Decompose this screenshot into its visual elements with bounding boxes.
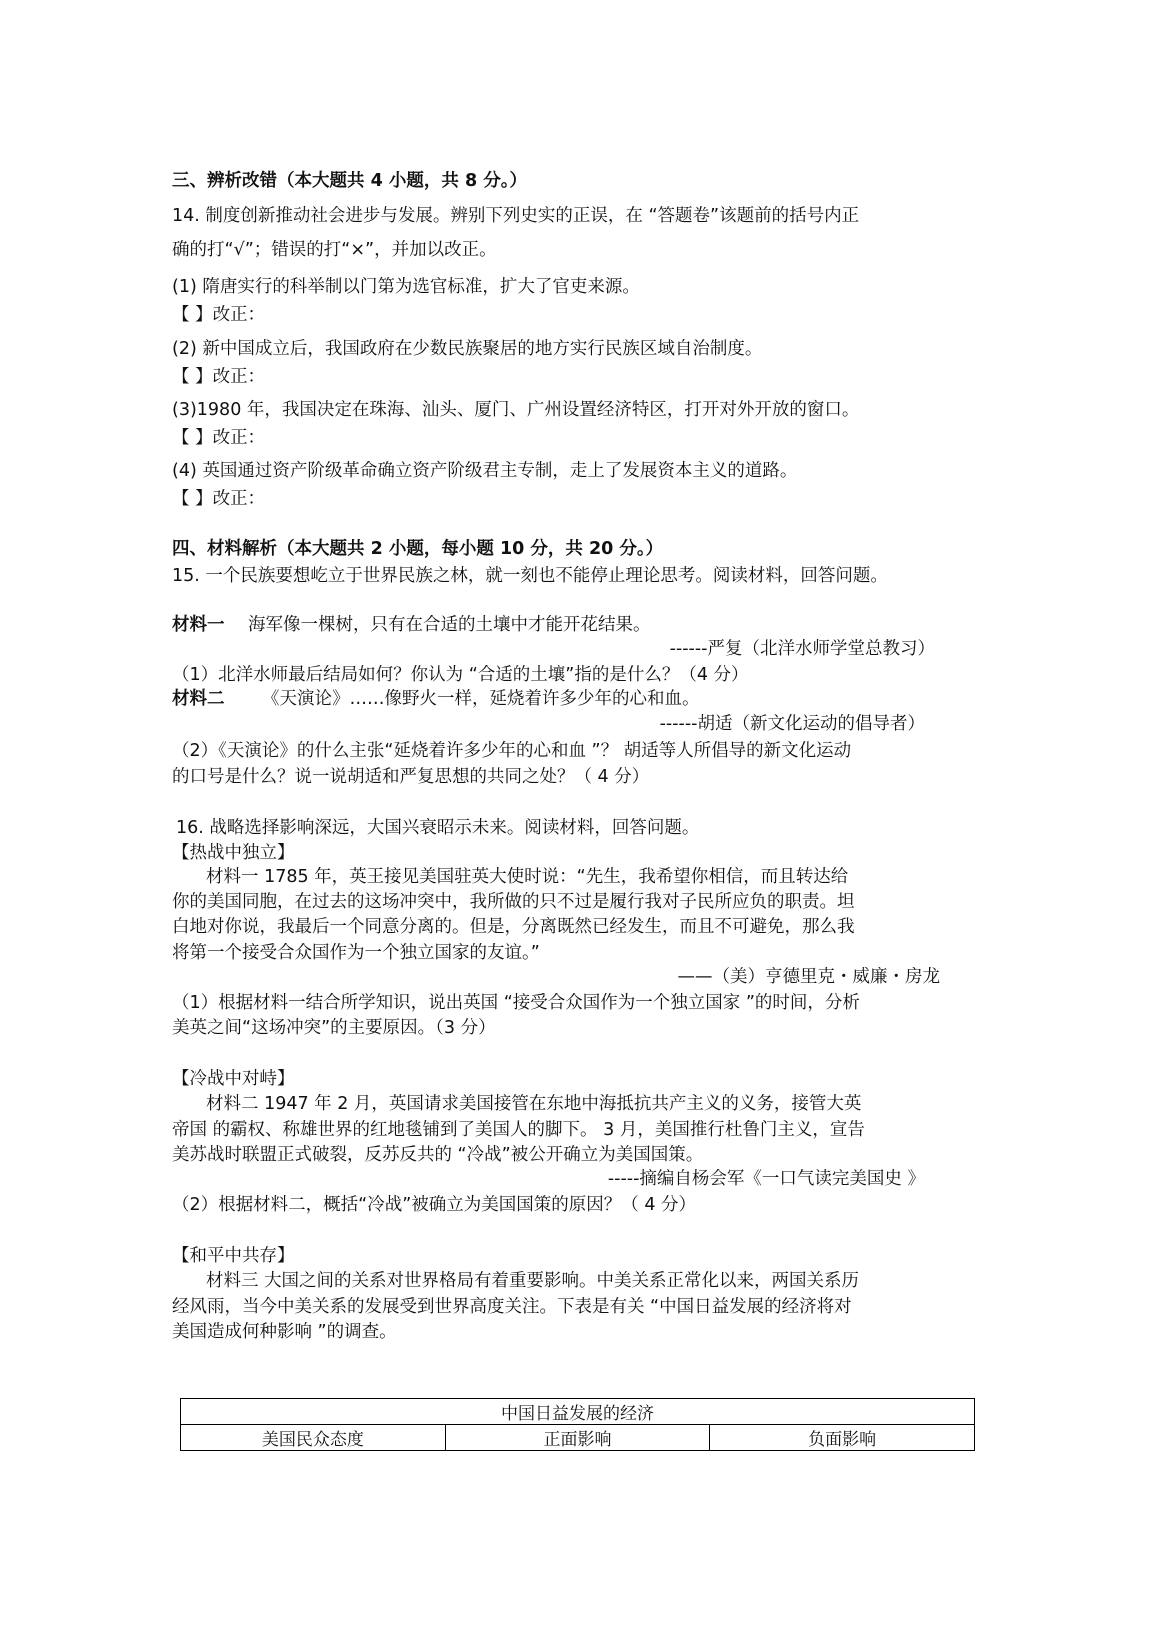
q15-question-2-line2: 的口号是什么？说一说胡适和严复思想的共同之处？（ 4 分） [172, 767, 650, 787]
table-column-header: 负面影响 [710, 1425, 975, 1451]
q16-material-3-line3: 美国造成何种影响 ”的调查。 [172, 1322, 397, 1342]
q14-item-1-answer: 【 】改正： [172, 305, 266, 325]
q16-material-2-source: -----摘编自杨会军《一口气读完美国史 》 [607, 1169, 925, 1189]
q16-material-2-line3: 美苏战时联盟正式破裂，反苏反共的 “冷战”被公开确立为美国国策。 [172, 1145, 704, 1165]
q14-intro-line2: 确的打“√”；错误的打“×”，并加以改正。 [172, 240, 497, 260]
q15-material-1-source: ------严复（北洋水师学堂总教习） [669, 639, 935, 659]
q16-question-2: （2）根据材料二，概括“冷战”被确立为美国国策的原因？（ 4 分） [172, 1195, 697, 1215]
q14-item-3-answer: 【 】改正： [172, 428, 266, 448]
q15-material-2-source: ------胡适（新文化运动的倡导者） [659, 714, 925, 734]
q16-material-1-line4: 将第一个接受合众国作为一个独立国家的友谊。” [172, 943, 540, 963]
q15-material-2-label: 材料二 [172, 689, 225, 709]
q16-material-1-line3: 白地对你说，我最后一个同意分离的。但是，分离既然已经发生，而且不可避免，那么我 [172, 917, 855, 937]
q14-item-2-answer: 【 】改正： [172, 367, 266, 387]
q14-item-4: (4) 英国通过资产阶级革命确立资产阶级君主专制，走上了发展资本主义的道路。 [172, 461, 798, 481]
q15-material-1-label: 材料一 [172, 615, 225, 635]
q14-intro-line1: 14. 制度创新推动社会进步与发展。辨别下列史实的正误，在 “答题卷”该题前的括号内正 [172, 206, 860, 226]
q14-item-4-answer: 【 】改正： [172, 489, 266, 509]
q15-material-2-text: 《天演论》……像野火一样，延烧着许多少年的心和血。 [262, 689, 700, 709]
q16-material-2-line1: 材料二 1947 年 2 月，英国请求美国接管在东地中海抵抗共产主义的义务，接管大英 [206, 1094, 862, 1114]
q14-item-3: (3)1980 年，我国决定在珠海、汕头、厦门、广州设置经济特区，打开对外开放的窗口。 [172, 400, 860, 420]
q16-material-1-line1: 材料一 1785 年，英王接见美国驻英大使时说：“先生，我希望你相信，而且转达给 [206, 867, 849, 887]
q16-part-2-title: 【冷战中对峙】 [172, 1069, 295, 1089]
section-4-heading: 四、材料解析（本大题共 2 小题，每小题 10 分，共 20 分。） [172, 539, 664, 559]
q14-item-2: (2) 新中国成立后，我国政府在少数民族聚居的地方实行民族区域自治制度。 [172, 339, 763, 359]
q14-item-1: (1) 隋唐实行的科举制以门第为选官标准，扩大了官吏来源。 [172, 277, 640, 297]
q15-question-1: （1）北洋水师最后结局如何？你认为 “合适的土壤”指的是什么？（4 分） [172, 665, 749, 685]
q16-material-3-line2: 经风雨，当今中美关系的发展受到世界高度关注。下表是有关 “中国日益发展的经济将对 [172, 1297, 852, 1317]
survey-table [180, 1398, 975, 1451]
table-column-header: 美国民众态度 [181, 1425, 446, 1451]
table-row [181, 1399, 975, 1425]
q16-intro: 16. 战略选择影响深远，大国兴衰昭示未来。阅读材料，回答问题。 [176, 818, 700, 838]
table-row [181, 1425, 975, 1451]
q16-material-1-line2: 你的美国同胞，在过去的这场冲突中，我所做的只不过是履行我对子民所应负的职责。坦 [172, 892, 855, 912]
table-header-cell: 中国日益发展的经济 [181, 1399, 975, 1425]
q16-material-3-line1: 材料三 大国之间的关系对世界格局有着重要影响。中美关系正常化以来，两国关系历 [206, 1271, 860, 1291]
q15-question-2-line1: （2）《天演论》的什么主张“延烧着许多少年的心和血 ”？ 胡适等人所倡导的新文化运动 [172, 741, 852, 761]
table-column-header: 正面影响 [445, 1425, 710, 1451]
q16-part-1-title: 【热战中独立】 [172, 843, 295, 863]
q15-material-1-text: 海军像一棵树，只有在合适的土壤中才能开花结果。 [248, 615, 651, 635]
q16-question-1-line2: 美英之间“这场冲突”的主要原因。（3 分） [172, 1018, 496, 1038]
q16-material-2-line2: 帝国 的霸权、称雄世界的红地毯铺到了美国人的脚下。 3 月，美国推行杜鲁门主义，宣告 [172, 1120, 865, 1140]
q16-material-1-source: ——（美）亨德里克・威廉・房龙 [677, 967, 940, 987]
q16-question-1-line1: （1）根据材料一结合所学知识，说出英国 “接受合众国作为一个独立国家 ”的时间，分析 [172, 993, 860, 1013]
q15-intro: 15. 一个民族要想屹立于世界民族之林，就一刻也不能停止理论思考。阅读材料，回答问题。 [172, 566, 888, 586]
section-3-heading: 三、辨析改错（本大题共 4 小题，共 8 分。） [172, 171, 527, 191]
q16-part-3-title: 【和平中共存】 [172, 1246, 295, 1266]
